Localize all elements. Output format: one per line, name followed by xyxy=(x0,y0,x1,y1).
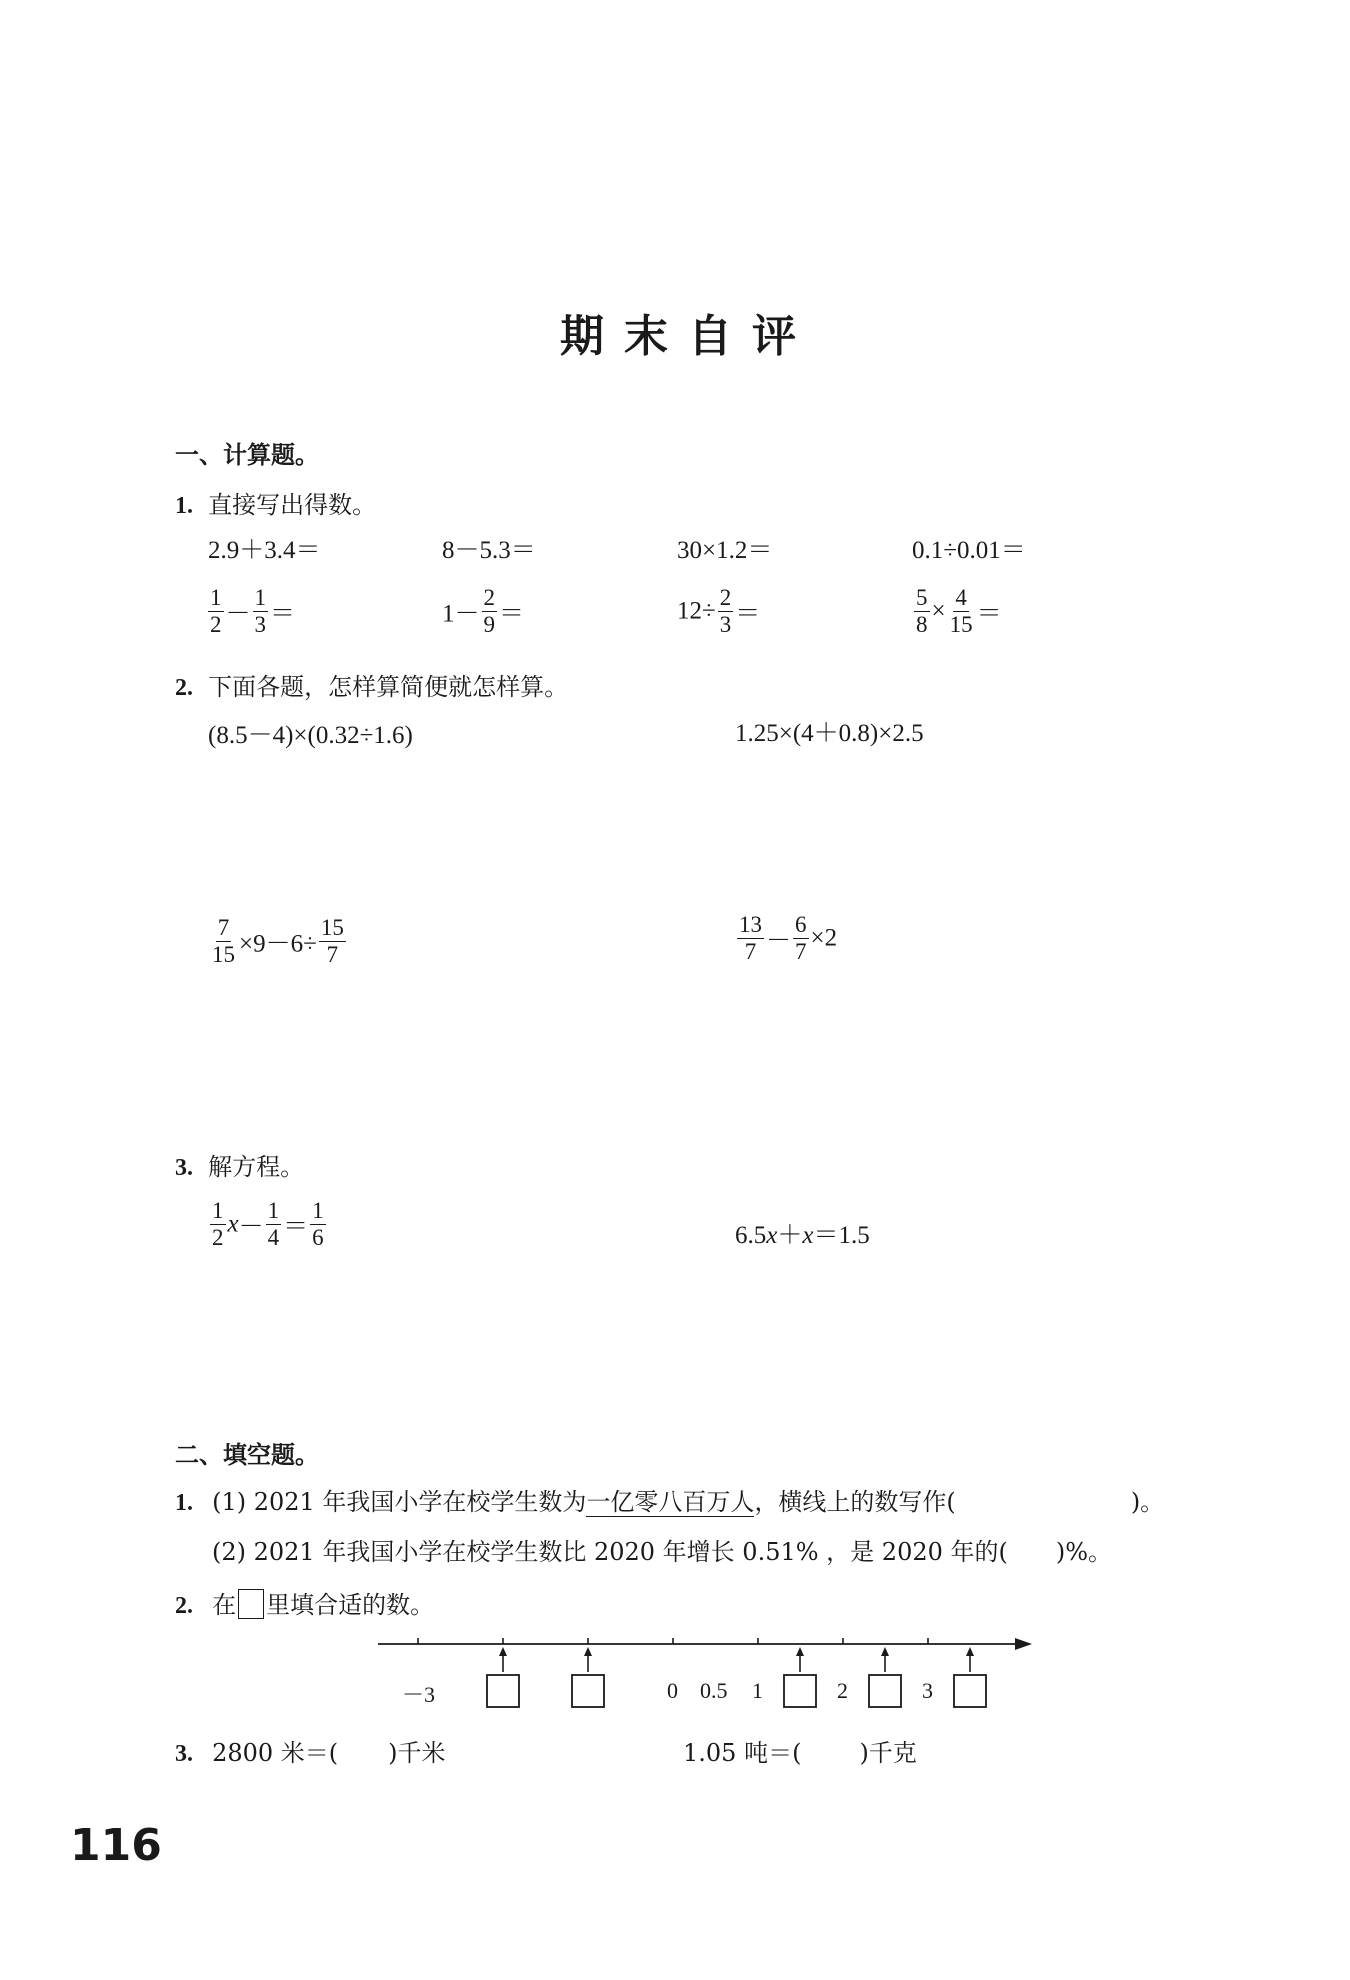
q1-frac-expr-4: $\frac{5}{8}$ × $\frac{4}{15}$ ＝ xyxy=(916,585,1002,637)
question-text: 解方程。 xyxy=(208,1153,305,1181)
number-line-label: 2 xyxy=(837,1678,848,1703)
square-box-icon xyxy=(238,1589,264,1619)
question-3 xyxy=(175,1147,304,1182)
number-line-label: 0.5 xyxy=(700,1678,728,1703)
q3-equation-2: 6.5x＋x＝1.5 xyxy=(735,1222,870,1249)
question-2 xyxy=(175,667,568,702)
question-number: 2. xyxy=(175,1593,193,1619)
fraction: $\frac{1}{4}$ xyxy=(267,1198,280,1250)
question-number: 1. xyxy=(175,493,193,519)
fraction: $\frac{2}{3}$ xyxy=(719,585,732,637)
page-number: 116 xyxy=(70,1820,162,1871)
section-heading-calc: 一、计算题。 xyxy=(175,441,319,469)
fraction: $\frac{1}{6}$ xyxy=(312,1198,324,1250)
q1-expr-4: 0.1÷0.01＝ xyxy=(912,537,1026,564)
question-number: 3. xyxy=(175,1155,193,1181)
fill-question-3-b: 1.05 吨＝( )千克 xyxy=(683,1739,917,1767)
answer-box[interactable] xyxy=(487,1675,986,1707)
q2-expr-3: $\frac{7}{15}$ ×9－6÷ $\frac{15}{7}$ xyxy=(212,915,344,967)
question-number: 1. xyxy=(175,1490,193,1516)
question-number: 3. xyxy=(175,1741,193,1767)
fill-question-1-part-2: (2) 2021 年我国小学在校学生数比 2020 年增长 0.51% ，是 2020 年的( )%。 xyxy=(212,1538,1113,1566)
number-line-label: －3 xyxy=(402,1682,436,1707)
q1-expr-3: 30×1.2＝ xyxy=(677,537,773,564)
fraction: $\frac{5}{8}$ xyxy=(916,585,928,637)
fraction: $\frac{7}{15}$ xyxy=(212,915,235,967)
number-line-label: 1 xyxy=(752,1678,763,1703)
fill-question-3: 3. 2800 米＝( )千米 xyxy=(175,1739,446,1767)
question-number: 2. xyxy=(175,675,193,701)
question-text: 下面各题，怎样算简便就怎样算。 xyxy=(208,673,569,701)
fraction: $\frac{1}{3}$ xyxy=(254,585,267,637)
q1-expr-2: 8－5.3＝ xyxy=(442,537,536,564)
q1-frac-expr-1: $\frac{1}{2}$ － $\frac{1}{3}$ ＝ xyxy=(210,585,296,637)
section-heading-fill: 二、填空题。 xyxy=(175,1441,319,1469)
q3-equation-1: $\frac{1}{2}$ x－ $\frac{1}{4}$ ＝ $\frac{1}{6}$ xyxy=(212,1198,324,1250)
fraction: $\frac{2}{9}$ xyxy=(483,585,496,637)
q1-frac-expr-3: 12÷ $\frac{2}{3}$ ＝ xyxy=(677,585,761,637)
question-text: 直接写出得数。 xyxy=(208,491,377,519)
q1-frac-expr-2: 1－ $\frac{2}{9}$ ＝ xyxy=(442,585,525,637)
fraction: $\frac{15}{7}$ xyxy=(320,915,344,967)
fraction: $\frac{1}{2}$ xyxy=(212,1198,224,1250)
fraction: $\frac{1}{2}$ xyxy=(210,585,222,637)
fraction: $\frac{4}{15}$ xyxy=(949,585,973,637)
underlined-number-text: 一亿零八百万人 xyxy=(586,1488,755,1516)
q2-expr-2: 1.25×(4＋0.8)×2.5 xyxy=(735,720,924,747)
q1-expr-1: 2.9＋3.4＝ xyxy=(208,537,321,564)
q2-expr-1: (8.5－4)×(0.32÷1.6) xyxy=(208,722,413,749)
fraction: $\frac{13}{7}$ xyxy=(739,912,762,964)
page-title: 期末自评 xyxy=(560,311,816,362)
fill-question-2: 2. 在 里填合适的数。 xyxy=(175,1591,435,1619)
question-1 xyxy=(175,485,376,520)
number-line-label: 0 xyxy=(667,1678,678,1703)
fill-question-1-part-1: 1. (1) 2021 年我国小学在校学生数为一亿零八百万人，横线上的数写作( )。 xyxy=(175,1488,1165,1516)
q2-expr-4: $\frac{13}{7}$ － $\frac{6}{7}$ ×2 xyxy=(739,912,838,964)
arrow-icon xyxy=(503,1650,970,1672)
number-line-label: 3 xyxy=(922,1678,933,1703)
fraction: $\frac{6}{7}$ xyxy=(795,912,807,964)
